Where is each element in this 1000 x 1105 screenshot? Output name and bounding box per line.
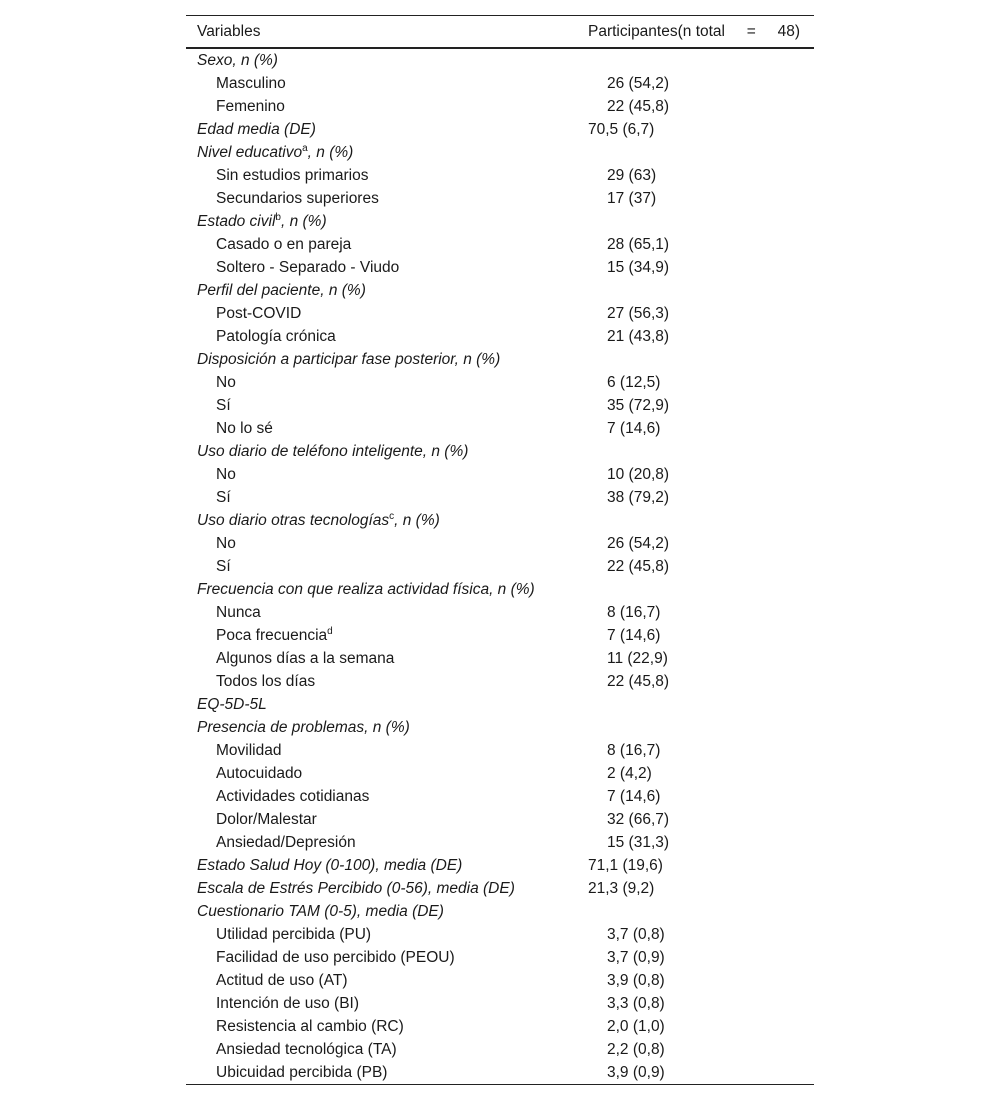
row-label [186, 259, 607, 277]
row-value: 26 (54,2) [607, 534, 670, 552]
footnote-marker: d [327, 625, 333, 637]
table-row [186, 555, 814, 578]
header-participants-equals: = [746, 22, 756, 40]
row-label-text: Soltero - Separado - Viudo [216, 258, 400, 276]
table-row [186, 601, 814, 624]
row-label-text: No [216, 373, 236, 391]
row-label [186, 650, 607, 668]
table-row [186, 670, 814, 693]
table-row [186, 624, 814, 647]
row-value: 2 (4,2) [607, 764, 652, 782]
row-value: 22 (45,8) [607, 557, 670, 575]
row-label [186, 535, 607, 553]
row-label [186, 512, 588, 530]
row-value: 32 (66,7) [607, 810, 670, 828]
row-label-text: Resistencia al cambio (RC) [216, 1017, 404, 1035]
row-label [186, 236, 607, 254]
row-label-text: Sí [216, 396, 231, 414]
table-row [186, 854, 814, 877]
row-value: 7 (14,6) [607, 626, 661, 644]
row-label-text: Casado o en pareja [216, 235, 352, 253]
row-label-text: Ubicuidad percibida (PB) [216, 1063, 388, 1081]
row-label [186, 627, 607, 645]
table-row [186, 693, 814, 716]
row-label-suffix: , n (%) [394, 511, 440, 529]
header-participants-label: Participantes(n total [588, 22, 725, 40]
row-label-text: Edad media (DE) [197, 120, 316, 138]
table-row [186, 348, 814, 371]
row-label [186, 673, 607, 691]
row-value: 2,2 (0,8) [607, 1040, 665, 1058]
row-value: 6 (12,5) [607, 373, 661, 391]
participants-table [186, 15, 814, 1085]
row-label-text: Cuestionario TAM (0-5), media (DE) [197, 902, 444, 920]
table-body [186, 49, 814, 1084]
row-value: 22 (45,8) [607, 672, 670, 690]
row-value: 29 (63) [607, 166, 657, 184]
row-label-text: Actividades cotidianas [216, 787, 370, 805]
row-value: 38 (79,2) [607, 488, 670, 506]
table-row [186, 394, 814, 417]
row-label [186, 213, 588, 231]
table-row [186, 325, 814, 348]
table-row [186, 739, 814, 762]
table-row [186, 877, 814, 900]
row-label-suffix: , n (%) [280, 212, 327, 230]
row-label-text: Poca frecuencia [216, 626, 328, 644]
row-label [186, 98, 607, 116]
row-label-text: Frecuencia con que realiza actividad física, n (%) [197, 580, 535, 598]
row-label-text: No lo sé [216, 419, 273, 437]
row-label [186, 1018, 607, 1036]
row-label-text: Autocuidado [216, 764, 303, 782]
row-label-text: Estado Salud Hoy (0-100), media (DE) [197, 856, 463, 874]
table-row [186, 808, 814, 831]
row-label [186, 1041, 607, 1059]
row-value: 22 (45,8) [607, 97, 670, 115]
table-row [186, 256, 814, 279]
table-row [186, 647, 814, 670]
footnote-marker: a [302, 142, 308, 154]
table-row [186, 302, 814, 325]
row-label [186, 857, 588, 875]
table-row [186, 440, 814, 463]
row-label-text: Sexo, n (%) [197, 51, 278, 69]
table-row [186, 509, 814, 532]
row-label-text: Femenino [216, 97, 285, 115]
row-label [186, 1064, 607, 1082]
row-label [186, 328, 607, 346]
row-label-text: Secundarios superiores [216, 189, 379, 207]
table-row [186, 95, 814, 118]
row-label-text: No [216, 534, 236, 552]
row-label-text: Uso diario de teléfono inteligente, n (%) [197, 442, 469, 460]
row-value: 15 (31,3) [607, 833, 670, 851]
row-label-text: Escala de Estrés Percibido (0-56), media (DE) [197, 879, 515, 897]
row-label [186, 903, 588, 921]
row-label [186, 972, 607, 990]
table-row [186, 49, 814, 72]
table-row [186, 831, 814, 854]
row-label-text: Sí [216, 488, 231, 506]
table-row [186, 785, 814, 808]
row-label [186, 466, 607, 484]
row-label [186, 420, 607, 438]
row-value: 26 (54,2) [607, 74, 670, 92]
row-label [186, 995, 607, 1013]
row-label-text: Nunca [216, 603, 261, 621]
row-value: 28 (65,1) [607, 235, 670, 253]
table-row [186, 900, 814, 923]
row-value: 8 (16,7) [607, 741, 661, 759]
table-row [186, 1061, 814, 1084]
row-label [186, 880, 588, 898]
row-value: 3,7 (0,9) [607, 948, 665, 966]
table-row [186, 164, 814, 187]
row-value: 2,0 (1,0) [607, 1017, 665, 1035]
table-row [186, 463, 814, 486]
row-label [186, 282, 588, 300]
row-label [186, 351, 588, 369]
row-value: 8 (16,7) [607, 603, 661, 621]
row-label [186, 52, 588, 70]
row-label [186, 558, 607, 576]
table-row [186, 992, 814, 1015]
table-row [186, 578, 814, 601]
footnote-marker: c [389, 510, 395, 522]
table-row [186, 1038, 814, 1061]
table-row [186, 233, 814, 256]
table-row [186, 716, 814, 739]
row-label-text: Uso diario otras tecnologías [197, 511, 390, 529]
row-label-text: Sin estudios primarios [216, 166, 369, 184]
table-row [186, 141, 814, 164]
table-row [186, 279, 814, 302]
row-label-text: Ansiedad tecnológica (TA) [216, 1040, 397, 1058]
row-label-text: Intención de uso (BI) [216, 994, 360, 1012]
row-label-text: Presencia de problemas, n (%) [197, 718, 410, 736]
table-header [186, 16, 814, 49]
row-label-text: Algunos días a la semana [216, 649, 395, 667]
row-value: 11 (22,9) [607, 649, 668, 667]
row-label [186, 742, 607, 760]
row-label [186, 604, 607, 622]
row-label [186, 190, 607, 208]
row-label-text: Sí [216, 557, 231, 575]
row-label-text: Disposición a participar fase posterior, n (%) [197, 350, 501, 368]
row-label-text: Perfil del paciente, n (%) [197, 281, 366, 299]
header-participants-count: 48) [777, 22, 800, 40]
row-value: 15 (34,9) [607, 258, 670, 276]
row-value: 7 (14,6) [607, 419, 661, 437]
row-label [186, 75, 607, 93]
row-value: 3,3 (0,8) [607, 994, 665, 1012]
table-row [186, 532, 814, 555]
row-label-text: Utilidad percibida (PU) [216, 925, 372, 943]
row-value: 3,9 (0,9) [607, 1063, 665, 1081]
row-value: 3,7 (0,8) [607, 925, 665, 943]
row-label-text: Dolor/Malestar [216, 810, 317, 828]
header-variables: Variables [197, 22, 261, 40]
table-row [186, 923, 814, 946]
table-row [186, 118, 814, 141]
row-value: 21,3 (9,2) [588, 879, 655, 897]
row-label-text: No [216, 465, 236, 483]
row-value: 35 (72,9) [607, 396, 670, 414]
table-row [186, 946, 814, 969]
row-value: 10 (20,8) [607, 465, 670, 483]
row-value: 17 (37) [607, 189, 657, 207]
row-value: 21 (43,8) [607, 327, 670, 345]
row-label [186, 305, 607, 323]
row-value: 27 (56,3) [607, 304, 670, 322]
row-label [186, 788, 607, 806]
row-label-text: Facilidad de uso percibido (PEOU) [216, 948, 455, 966]
row-label-text: Masculino [216, 74, 286, 92]
table-row [186, 72, 814, 95]
row-label-text: Ansiedad/Depresión [216, 833, 356, 851]
row-label [186, 926, 607, 944]
row-label [186, 443, 588, 461]
row-label-text: Estado civil [197, 212, 276, 230]
row-label-text: Patología crónica [216, 327, 336, 345]
table-row [186, 417, 814, 440]
row-label-text: Movilidad [216, 741, 282, 759]
row-value: 3,9 (0,8) [607, 971, 665, 989]
row-label-text: Actitud de uso (AT) [216, 971, 348, 989]
row-label [186, 581, 588, 599]
table-row [186, 762, 814, 785]
row-label-text: EQ-5D-5L [197, 695, 267, 713]
row-value: 7 (14,6) [607, 787, 661, 805]
row-value: 70,5 (6,7) [588, 120, 655, 138]
row-label [186, 765, 607, 783]
row-value: 71,1 (19,6) [588, 856, 663, 874]
table-row [186, 1015, 814, 1038]
footnote-marker: b [275, 211, 281, 223]
row-label-text: Todos los días [216, 672, 316, 690]
row-label [186, 167, 607, 185]
table-row [186, 486, 814, 509]
row-label [186, 374, 607, 392]
row-label [186, 834, 607, 852]
row-label [186, 811, 607, 829]
row-label [186, 397, 607, 415]
row-label-text: Nivel educativo [197, 143, 303, 161]
row-label [186, 949, 607, 967]
row-label [186, 719, 588, 737]
row-label [186, 489, 607, 507]
row-label [186, 696, 588, 714]
table-row [186, 210, 814, 233]
header-participants [588, 23, 814, 41]
row-label [186, 121, 588, 139]
row-label [186, 144, 588, 162]
table-row [186, 371, 814, 394]
row-label-text: Post-COVID [216, 304, 302, 322]
row-label-suffix: , n (%) [307, 143, 354, 161]
table-row [186, 969, 814, 992]
table-row [186, 187, 814, 210]
